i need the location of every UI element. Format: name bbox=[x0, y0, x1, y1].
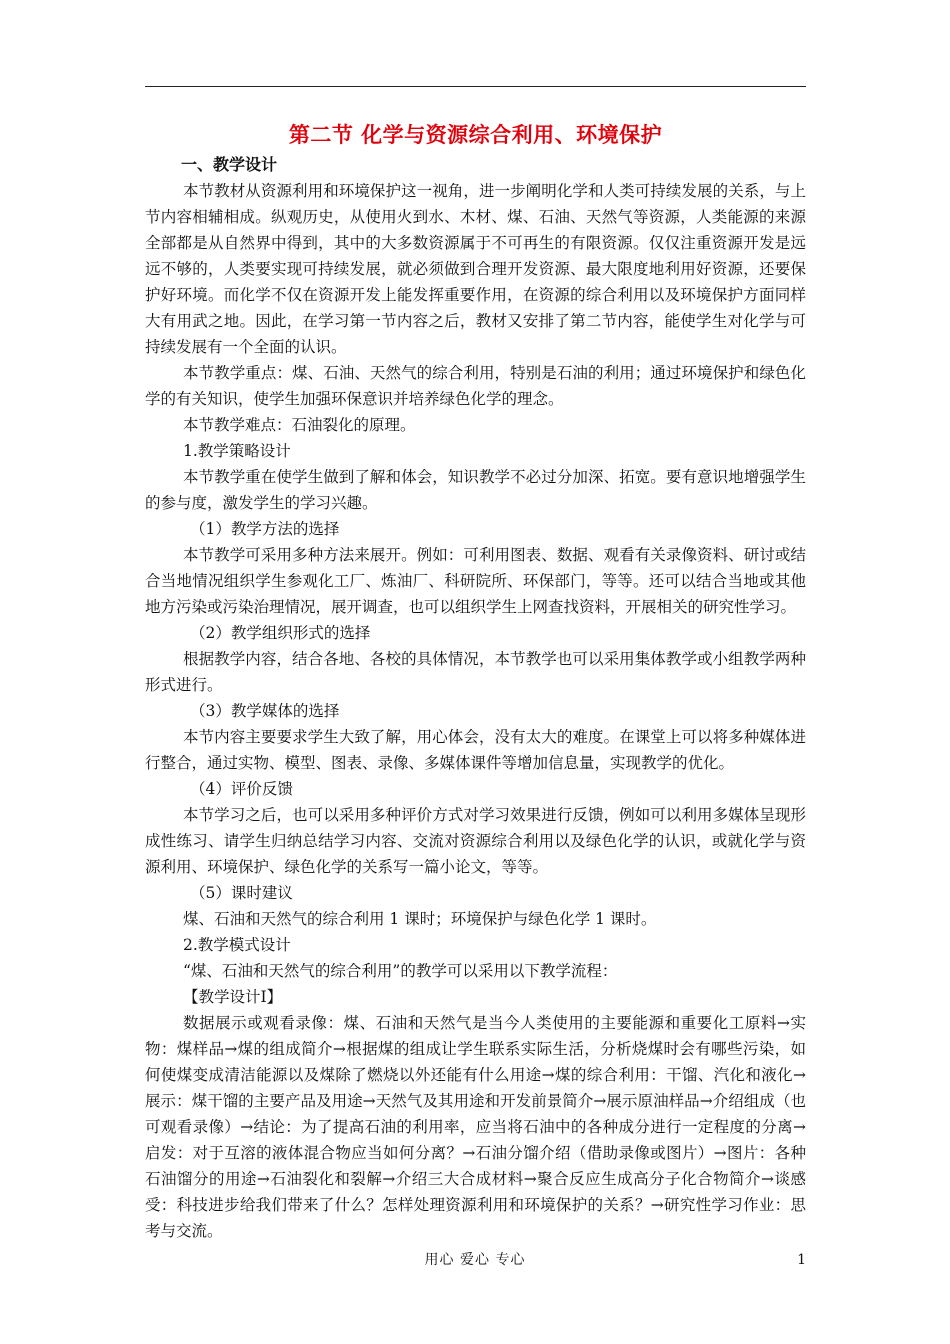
paragraph-hours: 煤、石油和天然气的综合利用 1 课时；环境保护与绿色化学 1 课时。 bbox=[183, 910, 657, 928]
document-body bbox=[145, 120, 806, 1244]
subheading-model: 2.教学模式设计 bbox=[183, 936, 291, 954]
subheading-design-1: 【教学设计Ⅰ】 bbox=[183, 988, 283, 1006]
paragraph-strategy: 本节教学重在使学生做到了解和体会，知识教学不必过分加深、拓宽。要有意识地增强学生的参与度，激发学生的学习兴趣。 bbox=[145, 468, 806, 512]
subheading-hours: （5）课时建议 bbox=[190, 884, 293, 902]
paragraph-organization: 根据教学内容，结合各地、各校的具体情况，本节教学也可以采用集体教学或小组教学两种形式进行。 bbox=[145, 650, 806, 694]
paragraph-difficulty: 本节教学难点：石油裂化的原理。 bbox=[183, 416, 416, 434]
subheading-media: （3）教学媒体的选择 bbox=[190, 702, 340, 720]
page-footer bbox=[0, 1248, 950, 1272]
paragraph-design-flow: 数据展示或观看录像：煤、石油和天然气是当今人类使用的主要能源和重要化工原料→实物：煤样品→煤的组成简介→根据煤的组成让学生联系实际生活，分析烧煤时会有哪些污染，如何使煤变成清洁能源以及煤除了燃烧以外还能有什么用途→煤的综合利用：干馏、汽化和液化→展示：煤干馏的主要产品及用途→天然气及其用途和开发前景简介→展示原油样品→介绍组成（也可观看录像）→结论：为了提高石油的利用率，应当将石油中的各种成分进行一定程度的分离→启发：对于互溶的液体混合物应当如何分离？→石油分馏介绍（借助录像或图片）→图片：各种石油馏分的用途→石油裂化和裂解→介绍三大合成材料→聚合反应生成高分子化合物简介→谈感受：科技进步给我们带来了什么？怎样处理资源利用和环境保护的关系？→研究性学习作业：思考与交流。 bbox=[145, 1014, 806, 1240]
paragraph-key-points: 本节教学重点：煤、石油、天然气的综合利用，特别是石油的利用；通过环境保护和绿色化学的有关知识，使学生加强环保意识并培养绿色化学的理念。 bbox=[145, 364, 806, 408]
paragraph-intro: 本节教材从资源利用和环境保护这一视角，进一步阐明化学和人类可持续发展的关系，与上节内容相辅相成。纵观历史，从使用火到水、木材、煤、石油、天然气等资源，人类能源的来源全部都是从自然界中得到，其中的大多数资源属于不可再生的有限资源。仅仅注重资源开发是远远不够的，人类要实现可持续发展，就必须做到合理开发资源、最大限度地利用好资源，还要保护好环境。而化学不仅在资源开发上能发挥重要作用，在资源的综合利用以及环境保护方面同样大有用武之地。因此，在学习第一节内容之后，教材又安排了第二节内容，能使学生对化学与可持续发展有一个全面的认识。 bbox=[145, 182, 806, 356]
subheading-strategy: 1.教学策略设计 bbox=[183, 442, 291, 460]
page-number: 1 bbox=[797, 1252, 806, 1268]
paragraph-evaluation: 本节学习之后，也可以采用多种评价方式对学习效果进行反馈，例如可以利用多媒体呈现形成性练习、请学生归纳总结学习内容、交流对资源综合利用以及绿色化学的认识，或就化学与资源利用、环境保护、绿色化学的关系写一篇小论文，等等。 bbox=[145, 806, 806, 876]
footer-motto: 用心 爱心 专心 bbox=[424, 1252, 526, 1268]
subheading-organization: （2）教学组织形式的选择 bbox=[190, 624, 371, 642]
paragraph-model-intro: “煤、石油和天然气的综合利用”的教学可以采用以下教学流程： bbox=[183, 962, 618, 980]
document-title: 第二节 化学与资源综合利用、环境保护 bbox=[288, 123, 663, 147]
paragraph-methods: 本节教学可采用多种方法来展开。例如：可利用图表、数据、观看有关录像资料、研讨或结合当地情况组织学生参观化工厂、炼油厂、科研院所、环保部门，等等。还可以结合当地或其他地方污染或污染治理情况，展开调查，也可以组织学生上网查找资料，开展相关的研究性学习。 bbox=[145, 546, 806, 616]
header-rule bbox=[145, 86, 806, 87]
section-heading: 一、教学设计 bbox=[181, 155, 278, 174]
subheading-methods: （1）教学方法的选择 bbox=[190, 520, 340, 538]
subheading-evaluation: （4）评价反馈 bbox=[190, 780, 293, 798]
paragraph-media: 本节内容主要要求学生大致了解，用心体会，没有太大的难度。在课堂上可以将多种媒体进行整合，通过实物、模型、图表、录像、多媒体课件等增加信息量，实现教学的优化。 bbox=[145, 728, 806, 772]
